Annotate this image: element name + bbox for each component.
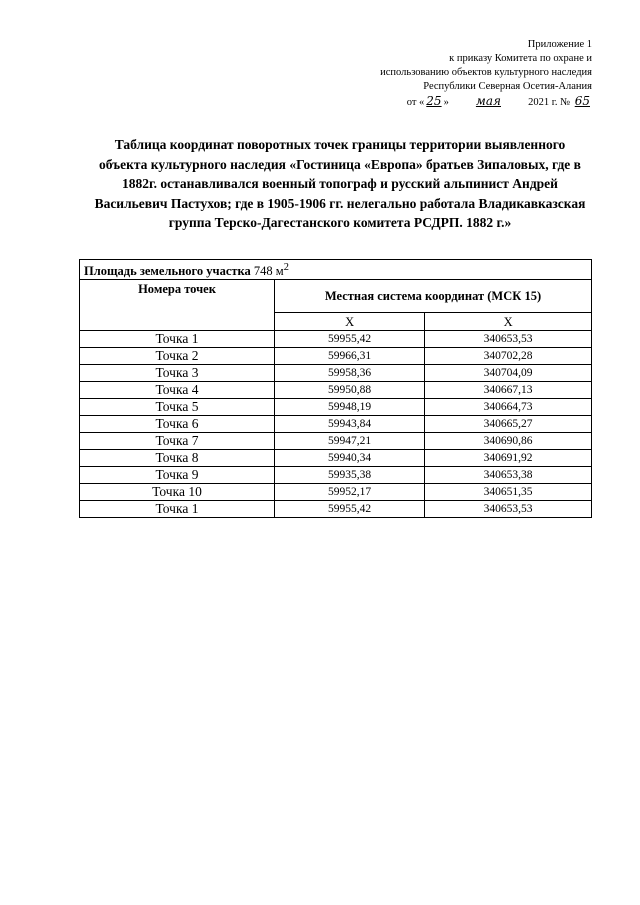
x-coordinate: 59948,19: [275, 399, 425, 416]
table-row: [80, 348, 592, 365]
table-row: [80, 433, 592, 450]
appendix-line-1: Приложение 1: [527, 39, 592, 50]
point-name: Точка 8: [80, 450, 275, 467]
appendix-line-4: Республики Северная Осетия-Алания: [423, 81, 592, 92]
table-row: [80, 365, 592, 382]
x-coordinate: 59966,31: [275, 348, 425, 365]
date-prefix: от «: [406, 97, 425, 108]
x-coordinate: 59950,88: [275, 382, 425, 399]
area-label: Площадь земельного участка: [84, 264, 251, 279]
area-unit-superscript: 2: [283, 262, 289, 273]
y-coordinate: 340653,38: [425, 467, 592, 484]
date-mid: »: [443, 97, 449, 108]
table-row: [80, 416, 592, 433]
table-row: [80, 450, 592, 467]
y-coordinate: 340651,35: [425, 484, 592, 501]
table-row: [80, 467, 592, 484]
point-name: Точка 1: [80, 331, 275, 348]
point-name: Точка 10: [80, 484, 275, 501]
x-coordinate: 59958,36: [275, 365, 425, 382]
point-name: Точка 2: [80, 348, 275, 365]
point-name: Точка 6: [80, 416, 275, 433]
x-coordinate: 59947,21: [275, 433, 425, 450]
y-column-header: Х: [425, 313, 592, 331]
order-month: мая: [475, 94, 501, 108]
points-column-header: Номера точек: [80, 280, 275, 331]
area-row: [80, 260, 592, 280]
coordinates-table: [79, 259, 592, 518]
point-name: Точка 1: [80, 501, 275, 518]
order-year: 2021 г. №: [528, 97, 571, 108]
appendix-header: [332, 38, 592, 110]
y-coordinate: 340653,53: [425, 331, 592, 348]
table-row: [80, 501, 592, 518]
table-row: [80, 484, 592, 501]
y-coordinate: 340665,27: [425, 416, 592, 433]
y-coordinate: 340667,13: [425, 382, 592, 399]
area-cell: [80, 260, 592, 280]
table-row: [80, 399, 592, 416]
point-name: Точка 9: [80, 467, 275, 484]
y-coordinate: 340702,28: [425, 348, 592, 365]
y-coordinate: 340691,92: [425, 450, 592, 467]
appendix-line-2: к приказу Комитета по охране и: [449, 53, 592, 64]
coordinate-rows: [80, 331, 592, 518]
x-coordinate: 59943,84: [275, 416, 425, 433]
x-coordinate: 59935,38: [275, 467, 425, 484]
x-coordinate: 59952,17: [275, 484, 425, 501]
table-row: [80, 382, 592, 399]
point-name: Точка 3: [80, 365, 275, 382]
x-coordinate: 59955,42: [275, 501, 425, 518]
x-column-header: X: [275, 313, 425, 331]
point-name: Точка 5: [80, 399, 275, 416]
table-row: [80, 331, 592, 348]
point-name: Точка 4: [80, 382, 275, 399]
x-coordinate: 59955,42: [275, 331, 425, 348]
order-day: 25: [426, 94, 442, 108]
document-title: Таблица координат поворотных точек границы территории выявленного объекта культурного наследия «Гостиница «Европа» братьев Зипаловых, где в 1882г. останавливался военный топограф и русский альпинист Андрей Васильевич Пастухов; где в 1905-1906 гг. нелегально работала Владикавказская группа Терско-Дагестанского комитета РСДРП. 1882 г.»: [94, 137, 586, 230]
point-name: Точка 7: [80, 433, 275, 450]
appendix-line-3: использованию объектов культурного наследия: [380, 67, 592, 78]
order-number: 65: [574, 94, 590, 108]
y-coordinate: 340664,73: [425, 399, 592, 416]
y-coordinate: 340653,53: [425, 501, 592, 518]
x-coordinate: 59940,34: [275, 450, 425, 467]
y-coordinate: 340704,09: [425, 365, 592, 382]
order-date-line: [332, 94, 592, 110]
area-value: 748 м: [253, 264, 284, 279]
y-coordinate: 340690,86: [425, 433, 592, 450]
coordinate-system-header: Местная система координат (МСК 15): [275, 280, 592, 313]
header-row: [80, 280, 592, 313]
